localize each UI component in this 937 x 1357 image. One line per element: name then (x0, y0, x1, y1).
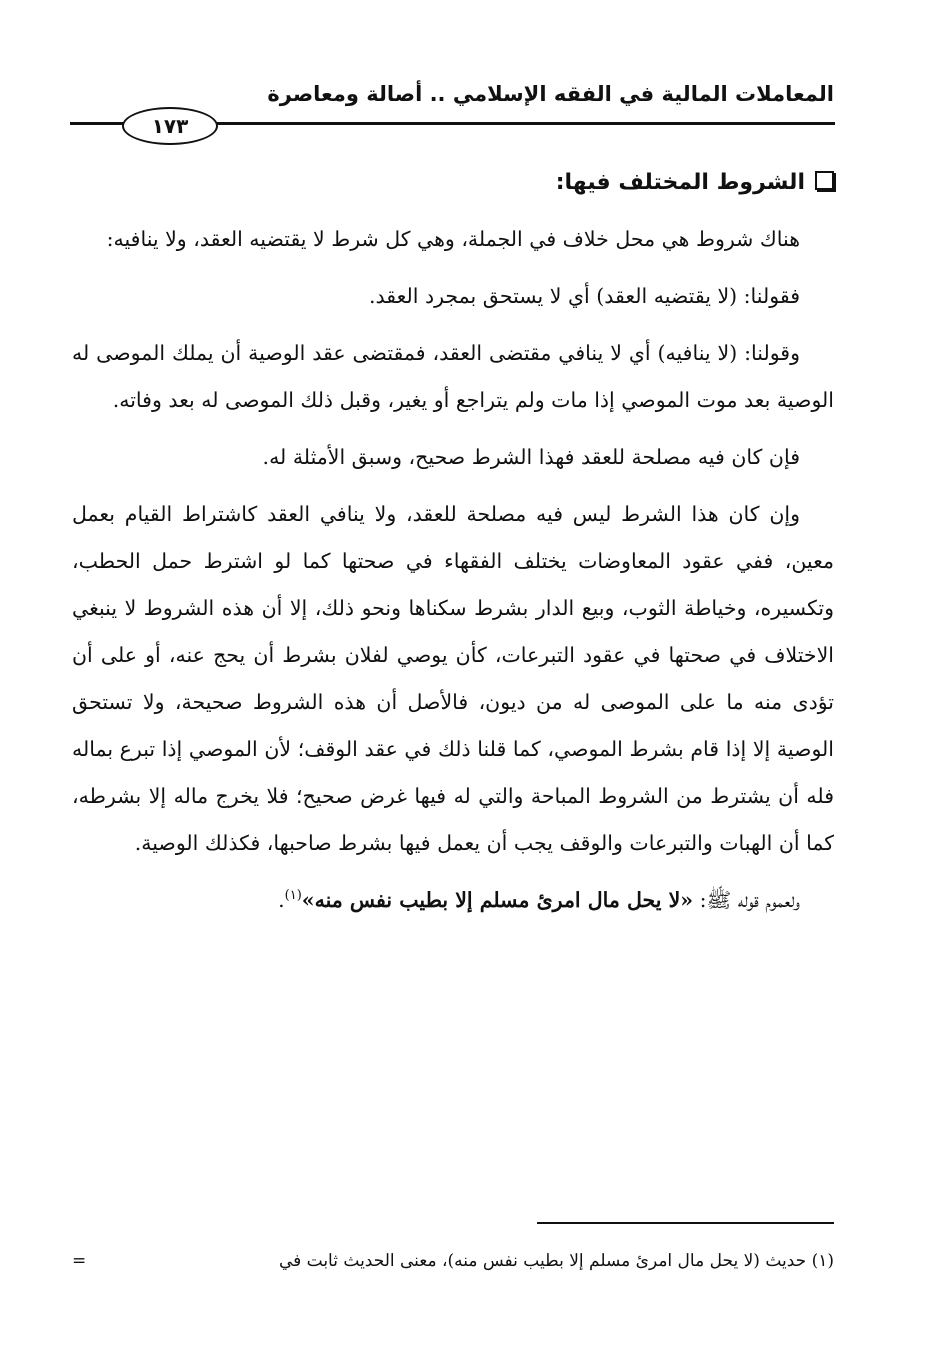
paragraph-1: هناك شروط هي محل خلاف في الجملة، وهي كل شرط لا يقتضيه العقد، ولا ينافيه: (106, 227, 800, 251)
paragraph-4: فإن كان فيه مصلحة للعقد فهذا الشرط صحيح، وسبق الأمثلة له. (262, 445, 800, 469)
section-heading (72, 160, 834, 206)
hadith-quote: «لا يحل مال امرئ مسلم إلا بطيب نفس منه» (301, 888, 694, 912)
running-header-title: المعاملات المالية في الفقه الإسلامي .. أصالة ومعاصرة (267, 82, 834, 106)
page-number (122, 107, 218, 145)
paragraph-5: وإن كان هذا الشرط ليس فيه مصلحة للعقد، ولا ينافي العقد كاشتراط القيام بعمل معين، ففي عقود المعاوضات يختلف الفقهاء في صحتها كما لو اشترط حمل الحطب، وتكسيره، وخياطة الثوب، وبيع الدار بشرط سكناها ونحو ذلك، إلا أن هذه الشروط لا ينبغي الاختلاف في صحتها في عقود التبرعات، كأن يوصي لفلان بشرط أن يحج عنه، أو على أن تؤدى منه ما على الموصى له من ديون، فالأصل أن هذه الشروط صحيحة، ولا تستحق الوصية إلا إذا قام بشرط الموصي، كما قلنا ذلك في عقد الوقف؛ لأن الموصي إذا تبرع بماله فله أن يشترط من الشروط المباحة والتي له فيها غرض صحيح؛ فلا يخرج ماله إلا بشرطه، كما أن الهبات والتبرعات والوقف يجب أن يعمل فيها بشرط صاحبها، فكذلك الوصية. (72, 502, 834, 855)
paragraph-6 (72, 877, 834, 924)
footnote-text: (١) حديث (لا يحل مال امرئ مسلم إلا بطيب نفس منه)، معنى الحديث ثابت في (278, 1251, 834, 1271)
footnote-continuation-mark: = (72, 1251, 87, 1271)
footnote-ref[interactable]: (١) (284, 888, 302, 904)
checkbox-icon (815, 171, 834, 190)
paragraph-2: فقولنا: (لا يقتضيه العقد) أي لا يستحق بمجرد العقد. (369, 284, 800, 308)
footnote-rule (537, 1222, 834, 1224)
footnote (72, 1248, 834, 1274)
body-text (72, 160, 834, 934)
page-number-text: ١٧٣ (151, 114, 189, 138)
paragraph-6-lead: ولعموم قوله ﷺ: (693, 888, 800, 912)
paragraph-3: وقولنا: (لا ينافيه) أي لا ينافي مقتضى العقد، فمقتضى عقد الوصية أن يملك الموصى له الوصية بعد موت الموصي إذا مات ولم يتراجع أو يغير، وقبل ذلك الموصى له بعد وفاته. (72, 341, 834, 412)
section-heading-text: الشروط المختلف فيها: (555, 170, 805, 195)
paragraph-6-end: . (278, 888, 285, 912)
